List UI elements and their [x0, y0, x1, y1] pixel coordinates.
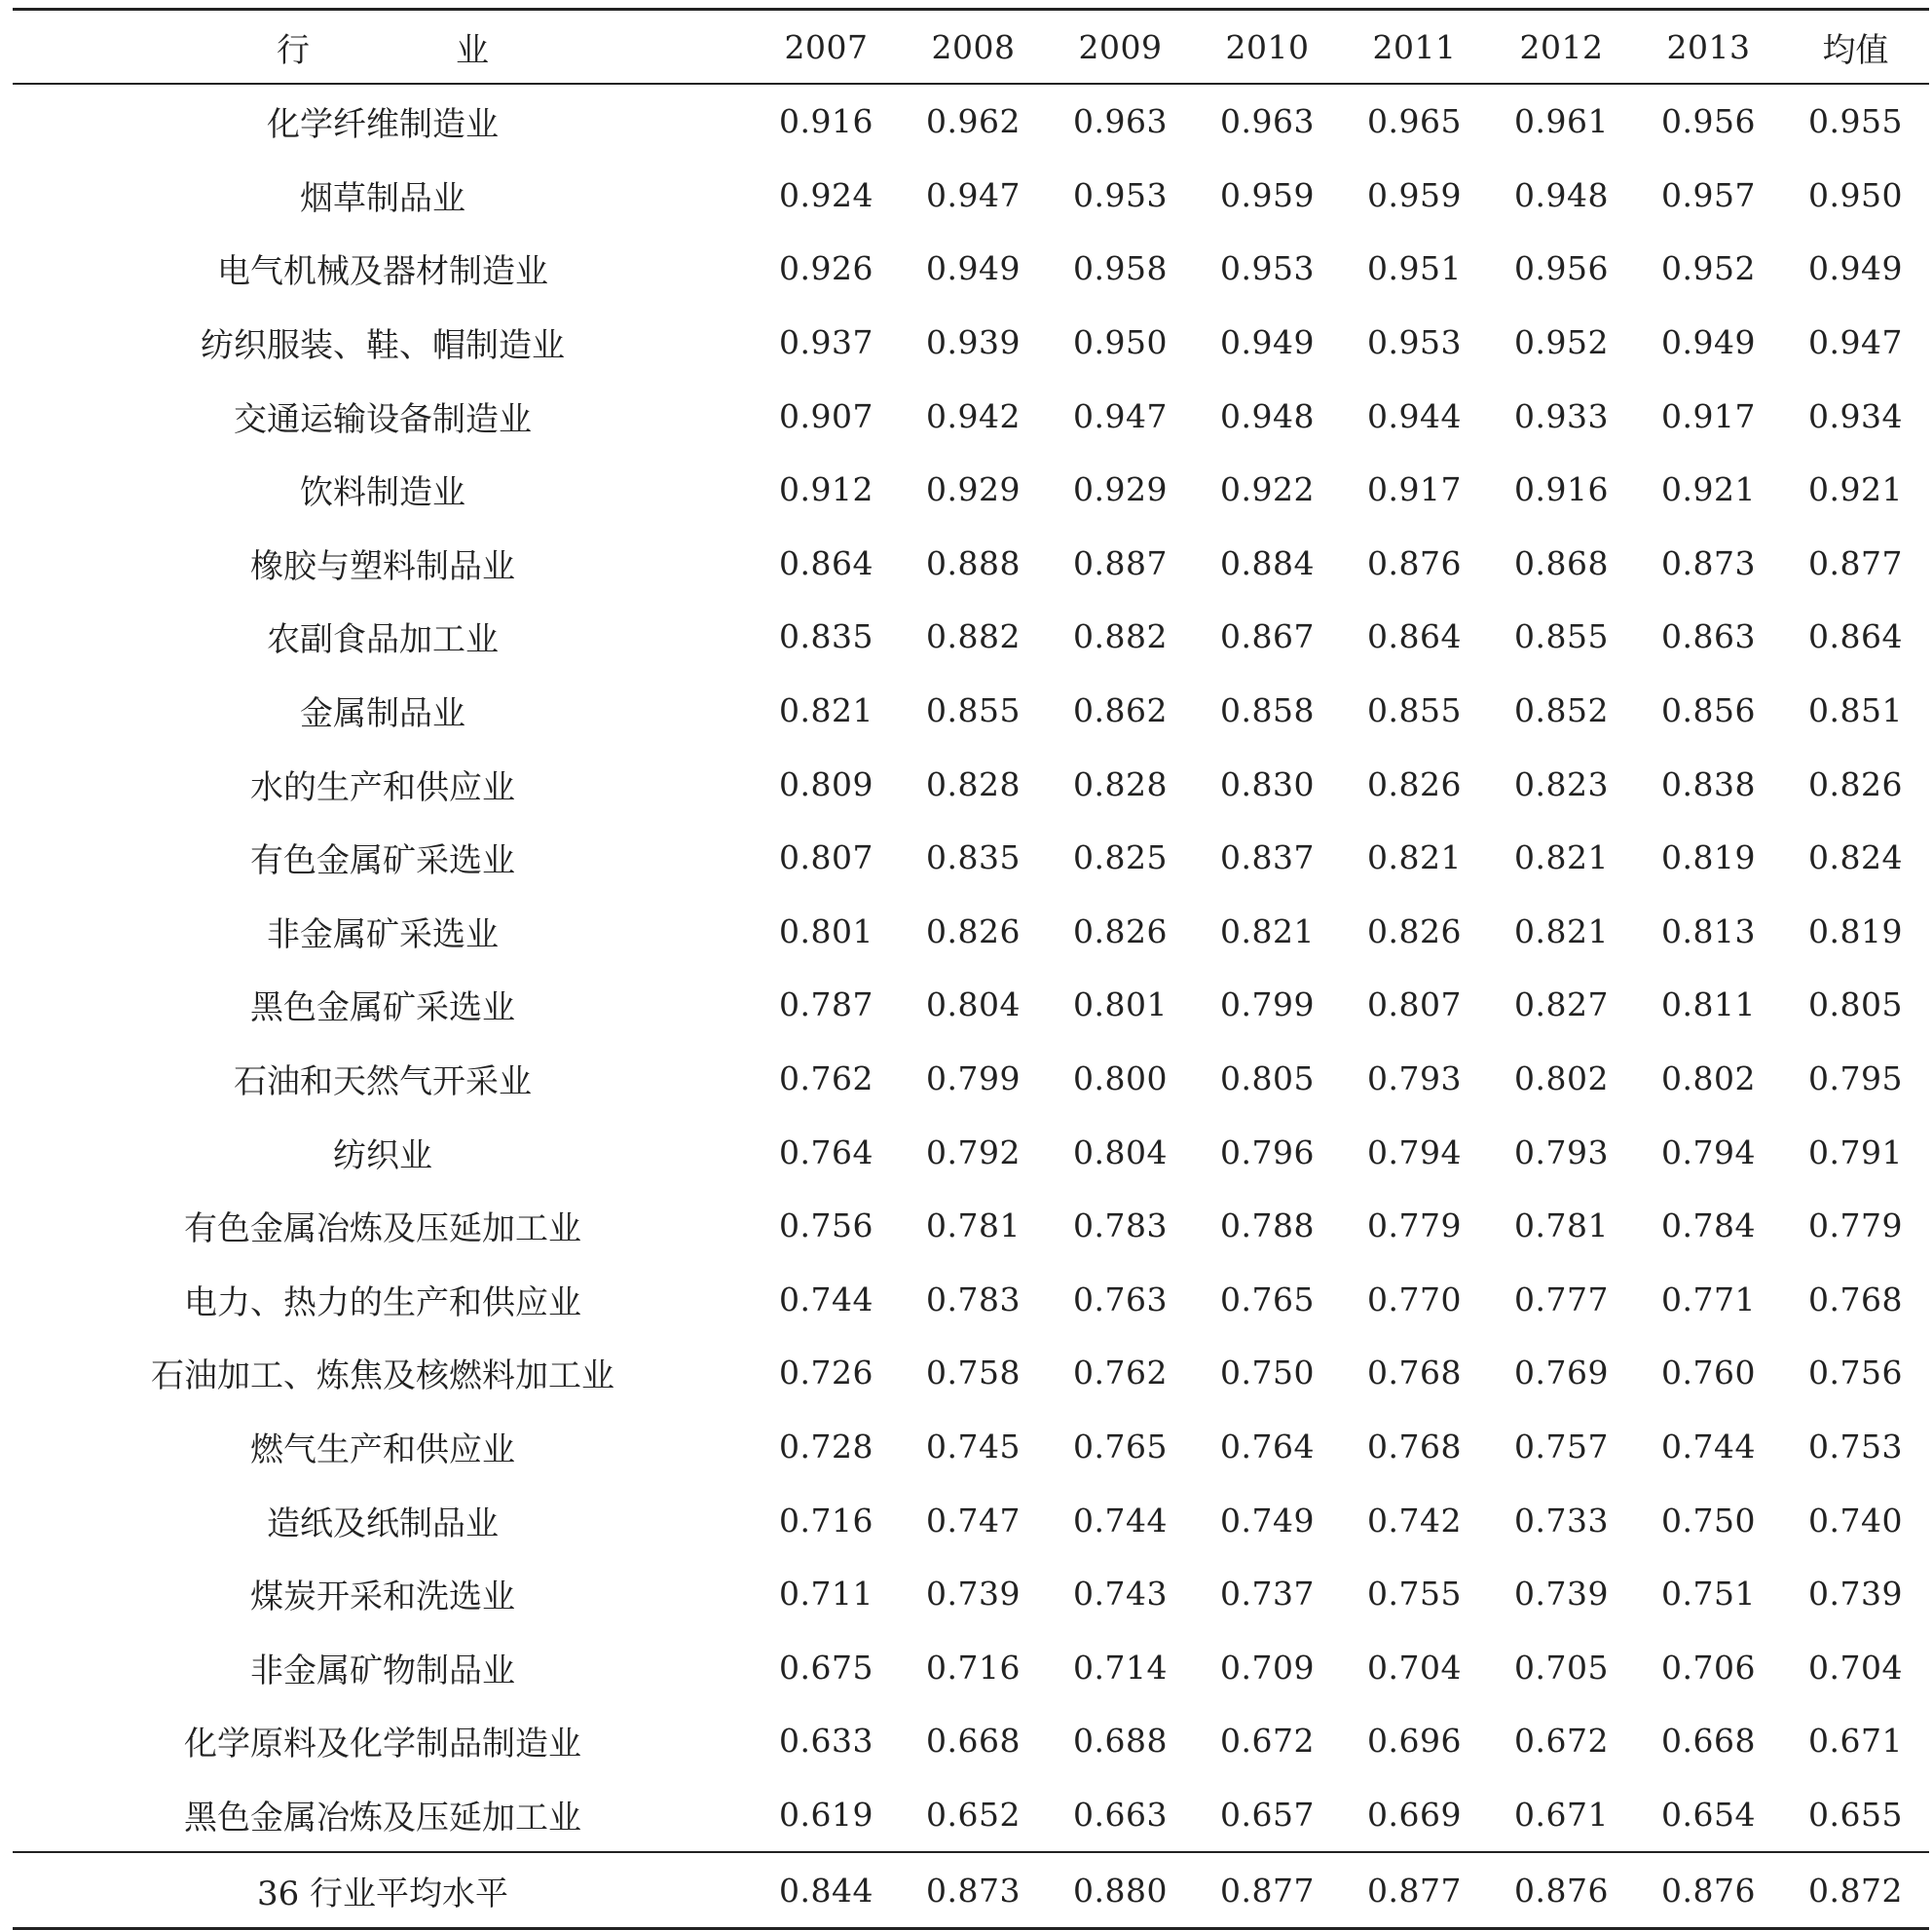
row-industry-name: 造纸及纸制品业 — [267, 1503, 499, 1543]
table-footer — [13, 1852, 1929, 1929]
row-industry-name: 石油加工、炼焦及核燃料加工业 — [151, 1356, 614, 1396]
row-industry-name: 电力、热力的生产和供应业 — [184, 1282, 581, 1322]
row-value-cell: 0.654 — [1661, 1795, 1756, 1834]
row-value-cell: 0.669 — [1367, 1795, 1462, 1834]
table-row — [13, 159, 1929, 233]
footer-cell: 0.880 — [1047, 1852, 1194, 1929]
row-value-cell: 0.655 — [1808, 1795, 1903, 1834]
row-value-cell: 0.955 — [1808, 102, 1903, 141]
row-value-cell: 0.758 — [926, 1354, 1021, 1392]
row-value-cell: 0.799 — [926, 1059, 1021, 1098]
table-row — [13, 1630, 1929, 1704]
row-industry-name: 烟草制品业 — [300, 178, 465, 218]
row-industry-name: 饮料制造业 — [300, 473, 465, 513]
row-industry-name: 非金属矿物制品业 — [250, 1651, 515, 1690]
row-industry-name: 水的生产和供应业 — [250, 767, 515, 807]
row-value-cell: 0.826 — [1367, 764, 1462, 803]
table-row — [13, 968, 1929, 1042]
row-value-cell: 0.668 — [926, 1722, 1021, 1761]
row-value-cell: 0.794 — [1661, 1132, 1756, 1171]
row-value-cell: 0.868 — [1514, 543, 1609, 582]
row-value-cell: 0.711 — [779, 1575, 873, 1614]
table-row — [13, 1704, 1929, 1778]
row-value-cell: 0.864 — [1808, 617, 1903, 656]
row-value-cell: 0.671 — [1808, 1722, 1903, 1761]
table-row — [13, 527, 1929, 601]
row-value-cell: 0.652 — [926, 1795, 1021, 1834]
row-value-cell: 0.929 — [1073, 470, 1168, 509]
row-value-cell: 0.749 — [1220, 1501, 1315, 1540]
row-value-cell: 0.770 — [1367, 1280, 1462, 1318]
row-value-cell: 0.855 — [1367, 691, 1462, 730]
row-value-cell: 0.835 — [779, 617, 873, 656]
row-value-cell: 0.762 — [779, 1059, 873, 1098]
row-value-cell: 0.793 — [1367, 1059, 1462, 1098]
row-value-cell: 0.804 — [926, 985, 1021, 1024]
header-mean: 均值 — [1782, 10, 1929, 85]
table-row — [13, 600, 1929, 674]
row-value-cell: 0.783 — [926, 1280, 1021, 1318]
row-value-cell: 0.793 — [1514, 1132, 1609, 1171]
row-value-cell: 0.794 — [1367, 1132, 1462, 1171]
row-value-cell: 0.864 — [779, 543, 873, 582]
row-value-cell: 0.826 — [1808, 764, 1903, 803]
data-table-container — [13, 8, 1929, 1930]
footer-cell: 0.873 — [900, 1852, 1047, 1929]
row-value-cell: 0.947 — [1073, 396, 1168, 435]
row-value-cell: 0.863 — [1661, 617, 1756, 656]
row-value-cell: 0.956 — [1661, 102, 1756, 141]
row-value-cell: 0.802 — [1661, 1059, 1756, 1098]
row-value-cell: 0.837 — [1220, 838, 1315, 877]
header-industry-char-2: 业 — [456, 30, 489, 70]
table-row — [13, 1483, 1929, 1557]
row-value-cell: 0.784 — [1661, 1206, 1756, 1245]
row-value-cell: 0.958 — [1073, 249, 1168, 288]
table-row — [13, 1042, 1929, 1116]
row-value-cell: 0.949 — [926, 249, 1021, 288]
row-value-cell: 0.768 — [1367, 1427, 1462, 1466]
row-value-cell: 0.739 — [1808, 1575, 1903, 1614]
row-value-cell: 0.921 — [1808, 470, 1903, 509]
table-row — [13, 1263, 1929, 1337]
row-value-cell: 0.753 — [1808, 1427, 1903, 1466]
row-value-cell: 0.917 — [1367, 470, 1462, 509]
row-value-cell: 0.826 — [926, 911, 1021, 950]
header-row — [13, 10, 1929, 85]
row-value-cell: 0.959 — [1220, 175, 1315, 214]
row-value-cell: 0.821 — [1220, 911, 1315, 950]
row-value-cell: 0.858 — [1220, 691, 1315, 730]
table-row — [13, 747, 1929, 821]
row-value-cell: 0.802 — [1514, 1059, 1609, 1098]
row-value-cell: 0.750 — [1661, 1501, 1756, 1540]
footer-cell: 0.844 — [753, 1852, 900, 1929]
table-row — [13, 1778, 1929, 1853]
row-industry-name: 交通运输设备制造业 — [234, 399, 532, 439]
header-industry-char-1: 行 — [277, 30, 310, 70]
row-value-cell: 0.744 — [1073, 1501, 1168, 1540]
row-value-cell: 0.823 — [1514, 764, 1609, 803]
row-value-cell: 0.743 — [1073, 1575, 1168, 1614]
footer-row — [13, 1852, 1929, 1929]
header-year: 2008 — [900, 10, 1047, 85]
row-value-cell: 0.950 — [1808, 175, 1903, 214]
row-value-cell: 0.948 — [1220, 396, 1315, 435]
row-value-cell: 0.961 — [1514, 102, 1609, 141]
row-value-cell: 0.751 — [1661, 1575, 1756, 1614]
row-industry-name: 石油和天然气开采业 — [234, 1062, 532, 1102]
row-industry-name: 非金属矿采选业 — [267, 914, 499, 954]
row-value-cell: 0.742 — [1367, 1501, 1462, 1540]
row-value-cell: 0.916 — [1514, 470, 1609, 509]
row-value-cell: 0.916 — [779, 102, 873, 141]
row-value-cell: 0.657 — [1220, 1795, 1315, 1834]
row-value-cell: 0.952 — [1661, 249, 1756, 288]
row-value-cell: 0.830 — [1220, 764, 1315, 803]
row-value-cell: 0.804 — [1073, 1132, 1168, 1171]
row-value-cell: 0.949 — [1661, 323, 1756, 362]
row-value-cell: 0.947 — [926, 175, 1021, 214]
row-value-cell: 0.828 — [926, 764, 1021, 803]
row-value-cell: 0.799 — [1220, 985, 1315, 1024]
row-industry-name: 纺织业 — [333, 1135, 432, 1175]
row-value-cell: 0.929 — [926, 470, 1021, 509]
row-value-cell: 0.788 — [1220, 1206, 1315, 1245]
table-row — [13, 306, 1929, 380]
row-value-cell: 0.948 — [1514, 175, 1609, 214]
row-value-cell: 0.744 — [1661, 1427, 1756, 1466]
row-value-cell: 0.826 — [1367, 911, 1462, 950]
row-value-cell: 0.852 — [1514, 691, 1609, 730]
row-value-cell: 0.924 — [779, 175, 873, 214]
row-value-cell: 0.825 — [1073, 838, 1168, 877]
row-value-cell: 0.801 — [779, 911, 873, 950]
row-value-cell: 0.827 — [1514, 985, 1609, 1024]
row-value-cell: 0.855 — [926, 691, 1021, 730]
row-value-cell: 0.764 — [1220, 1427, 1315, 1466]
row-value-cell: 0.764 — [779, 1132, 873, 1171]
header-year: 2013 — [1635, 10, 1782, 85]
header-year: 2009 — [1047, 10, 1194, 85]
row-value-cell: 0.737 — [1220, 1575, 1315, 1614]
row-value-cell: 0.709 — [1220, 1648, 1315, 1687]
row-value-cell: 0.821 — [1367, 838, 1462, 877]
row-value-cell: 0.755 — [1367, 1575, 1462, 1614]
row-value-cell: 0.671 — [1514, 1795, 1609, 1834]
row-value-cell: 0.805 — [1808, 985, 1903, 1024]
row-value-cell: 0.838 — [1661, 764, 1756, 803]
row-value-cell: 0.750 — [1220, 1354, 1315, 1392]
row-value-cell: 0.787 — [779, 985, 873, 1024]
row-value-cell: 0.826 — [1073, 911, 1168, 950]
row-industry-name: 煤炭开采和洗选业 — [250, 1577, 515, 1617]
row-value-cell: 0.953 — [1073, 175, 1168, 214]
row-value-cell: 0.675 — [779, 1648, 873, 1687]
row-value-cell: 0.716 — [926, 1648, 1021, 1687]
row-value-cell: 0.933 — [1514, 396, 1609, 435]
row-value-cell: 0.864 — [1367, 617, 1462, 656]
row-value-cell: 0.821 — [1514, 838, 1609, 877]
row-value-cell: 0.706 — [1661, 1648, 1756, 1687]
row-value-cell: 0.888 — [926, 543, 1021, 582]
row-value-cell: 0.763 — [1073, 1280, 1168, 1318]
row-value-cell: 0.704 — [1367, 1648, 1462, 1687]
header-industry — [13, 10, 753, 85]
table-row — [13, 895, 1929, 969]
row-value-cell: 0.934 — [1808, 396, 1903, 435]
row-value-cell: 0.821 — [1514, 911, 1609, 950]
row-value-cell: 0.862 — [1073, 691, 1168, 730]
row-value-cell: 0.962 — [926, 102, 1021, 141]
row-value-cell: 0.807 — [779, 838, 873, 877]
row-value-cell: 0.779 — [1808, 1206, 1903, 1245]
row-industry-name: 化学原料及化学制品制造业 — [184, 1725, 581, 1764]
table-row — [13, 1410, 1929, 1484]
table-row — [13, 453, 1929, 527]
row-value-cell: 0.704 — [1808, 1648, 1903, 1687]
row-value-cell: 0.867 — [1220, 617, 1315, 656]
row-value-cell: 0.821 — [779, 691, 873, 730]
row-value-cell: 0.781 — [1514, 1206, 1609, 1245]
row-value-cell: 0.965 — [1367, 102, 1462, 141]
table-row — [13, 1336, 1929, 1410]
row-value-cell: 0.796 — [1220, 1132, 1315, 1171]
row-value-cell: 0.805 — [1220, 1059, 1315, 1098]
row-value-cell: 0.791 — [1808, 1132, 1903, 1171]
row-value-cell: 0.672 — [1220, 1722, 1315, 1761]
row-value-cell: 0.756 — [1808, 1354, 1903, 1392]
row-value-cell: 0.726 — [779, 1354, 873, 1392]
row-value-cell: 0.733 — [1514, 1501, 1609, 1540]
footer-cell: 0.876 — [1488, 1852, 1635, 1929]
row-value-cell: 0.792 — [926, 1132, 1021, 1171]
row-value-cell: 0.768 — [1808, 1280, 1903, 1318]
table-row — [13, 821, 1929, 895]
row-value-cell: 0.765 — [1220, 1280, 1315, 1318]
row-value-cell: 0.963 — [1220, 102, 1315, 141]
row-value-cell: 0.887 — [1073, 543, 1168, 582]
row-value-cell: 0.856 — [1661, 691, 1756, 730]
row-value-cell: 0.714 — [1073, 1648, 1168, 1687]
row-industry-name: 橡胶与塑料制品业 — [250, 546, 515, 586]
row-value-cell: 0.811 — [1661, 985, 1756, 1024]
row-industry-name: 有色金属冶炼及压延加工业 — [184, 1209, 581, 1249]
row-value-cell: 0.921 — [1661, 470, 1756, 509]
row-value-cell: 0.800 — [1073, 1059, 1168, 1098]
row-value-cell: 0.696 — [1367, 1722, 1462, 1761]
row-value-cell: 0.917 — [1661, 396, 1756, 435]
row-value-cell: 0.963 — [1073, 102, 1168, 141]
row-value-cell: 0.949 — [1220, 323, 1315, 362]
row-value-cell: 0.668 — [1661, 1722, 1756, 1761]
industry-efficiency-table — [13, 8, 1929, 1930]
row-value-cell: 0.939 — [926, 323, 1021, 362]
row-value-cell: 0.937 — [779, 323, 873, 362]
row-value-cell: 0.876 — [1367, 543, 1462, 582]
table-row — [13, 232, 1929, 306]
row-value-cell: 0.819 — [1661, 838, 1756, 877]
row-value-cell: 0.877 — [1808, 543, 1903, 582]
row-value-cell: 0.824 — [1808, 838, 1903, 877]
row-value-cell: 0.745 — [926, 1427, 1021, 1466]
row-value-cell: 0.952 — [1514, 323, 1609, 362]
row-value-cell: 0.851 — [1808, 691, 1903, 730]
row-value-cell: 0.739 — [1514, 1575, 1609, 1614]
row-value-cell: 0.779 — [1367, 1206, 1462, 1245]
row-value-cell: 0.949 — [1808, 249, 1903, 288]
row-value-cell: 0.771 — [1661, 1280, 1756, 1318]
row-value-cell: 0.769 — [1514, 1354, 1609, 1392]
table-row — [13, 674, 1929, 748]
header-year: 2010 — [1194, 10, 1341, 85]
row-value-cell: 0.947 — [1808, 323, 1903, 362]
footer-cell: 0.872 — [1782, 1852, 1929, 1929]
row-value-cell: 0.760 — [1661, 1354, 1756, 1392]
row-value-cell: 0.663 — [1073, 1795, 1168, 1834]
row-industry-name: 纺织服装、鞋、帽制造业 — [201, 326, 565, 366]
row-value-cell: 0.944 — [1367, 396, 1462, 435]
row-value-cell: 0.884 — [1220, 543, 1315, 582]
row-value-cell: 0.813 — [1661, 911, 1756, 950]
header-year: 2007 — [753, 10, 900, 85]
row-value-cell: 0.855 — [1514, 617, 1609, 656]
row-industry-name: 有色金属矿采选业 — [250, 841, 515, 881]
row-value-cell: 0.950 — [1073, 323, 1168, 362]
row-value-cell: 0.619 — [779, 1795, 873, 1834]
row-value-cell: 0.762 — [1073, 1354, 1168, 1392]
row-industry-name: 黑色金属矿采选业 — [250, 988, 515, 1028]
row-value-cell: 0.783 — [1073, 1206, 1168, 1245]
row-value-cell: 0.873 — [1661, 543, 1756, 582]
row-value-cell: 0.953 — [1220, 249, 1315, 288]
row-value-cell: 0.828 — [1073, 764, 1168, 803]
row-value-cell: 0.957 — [1661, 175, 1756, 214]
table-header — [13, 10, 1929, 85]
row-value-cell: 0.633 — [779, 1722, 873, 1761]
row-value-cell: 0.951 — [1367, 249, 1462, 288]
table-row — [13, 1557, 1929, 1631]
row-industry-name: 黑色金属冶炼及压延加工业 — [184, 1798, 581, 1837]
table-row — [13, 84, 1929, 159]
row-industry-name: 电气机械及器材制造业 — [217, 252, 548, 292]
row-value-cell: 0.739 — [926, 1575, 1021, 1614]
row-value-cell: 0.819 — [1808, 911, 1903, 950]
row-value-cell: 0.756 — [779, 1206, 873, 1245]
row-value-cell: 0.959 — [1367, 175, 1462, 214]
row-value-cell: 0.744 — [779, 1280, 873, 1318]
row-value-cell: 0.907 — [779, 396, 873, 435]
header-year: 2011 — [1341, 10, 1488, 85]
row-value-cell: 0.672 — [1514, 1722, 1609, 1761]
row-industry-name: 燃气生产和供应业 — [250, 1429, 515, 1469]
row-value-cell: 0.953 — [1367, 323, 1462, 362]
row-value-cell: 0.795 — [1808, 1059, 1903, 1098]
footer-label: 36 行业平均水平 — [13, 1852, 753, 1929]
table-row — [13, 379, 1929, 453]
footer-cell: 0.877 — [1341, 1852, 1488, 1929]
row-industry-name: 农副食品加工业 — [267, 620, 499, 660]
row-value-cell: 0.768 — [1367, 1354, 1462, 1392]
row-value-cell: 0.942 — [926, 396, 1021, 435]
row-industry-name: 金属制品业 — [300, 694, 465, 734]
row-value-cell: 0.747 — [926, 1501, 1021, 1540]
row-value-cell: 0.705 — [1514, 1648, 1609, 1687]
row-value-cell: 0.688 — [1073, 1722, 1168, 1761]
row-industry-name: 化学纤维制造业 — [267, 105, 499, 145]
footer-cell: 0.876 — [1635, 1852, 1782, 1929]
row-value-cell: 0.809 — [779, 764, 873, 803]
row-value-cell: 0.926 — [779, 249, 873, 288]
header-year: 2012 — [1488, 10, 1635, 85]
row-value-cell: 0.740 — [1808, 1501, 1903, 1540]
row-value-cell: 0.728 — [779, 1427, 873, 1466]
row-value-cell: 0.777 — [1514, 1280, 1609, 1318]
table-body — [13, 84, 1929, 1852]
row-value-cell: 0.807 — [1367, 985, 1462, 1024]
footer-cell: 0.877 — [1194, 1852, 1341, 1929]
row-value-cell: 0.922 — [1220, 470, 1315, 509]
row-value-cell: 0.765 — [1073, 1427, 1168, 1466]
row-value-cell: 0.801 — [1073, 985, 1168, 1024]
row-value-cell: 0.781 — [926, 1206, 1021, 1245]
row-value-cell: 0.956 — [1514, 249, 1609, 288]
row-value-cell: 0.912 — [779, 470, 873, 509]
row-value-cell: 0.882 — [926, 617, 1021, 656]
table-row — [13, 1189, 1929, 1263]
row-value-cell: 0.835 — [926, 838, 1021, 877]
row-value-cell: 0.757 — [1514, 1427, 1609, 1466]
row-value-cell: 0.882 — [1073, 617, 1168, 656]
row-value-cell: 0.716 — [779, 1501, 873, 1540]
table-row — [13, 1115, 1929, 1189]
